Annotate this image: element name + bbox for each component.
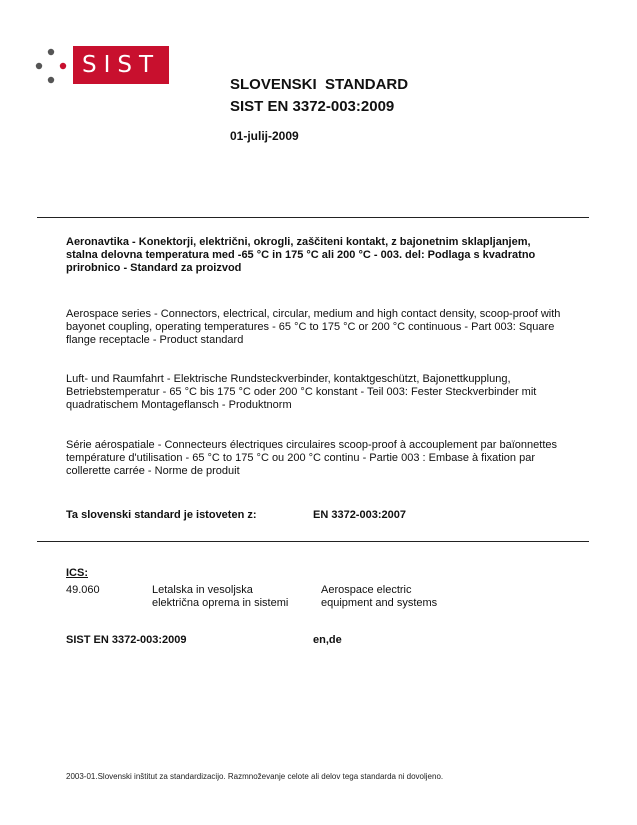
copyright-footer: 2003-01.Slovenski inštitut za standardizacijo. Razmnoževanje celote ali delov tega standarda ni dovoljeno. (66, 772, 444, 781)
divider-bottom (37, 541, 589, 542)
ics-english-line1: Aerospace electric (321, 584, 412, 596)
ics-slovenian-line2: električna oprema in sistemi (152, 597, 289, 609)
publication-date: 01-julij-2009 (230, 129, 299, 143)
ics-code: 49.060 (66, 584, 100, 596)
logo-dots-icon (35, 46, 71, 86)
ics-slovenian-line1: Letalska in vesoljska (152, 584, 253, 596)
summary-languages: en,de (313, 634, 342, 646)
divider-top (37, 217, 589, 218)
title-slovenian: Aeronavtika - Konektorji, električni, okrogli, zaščiteni kontakt, z bajonetnim sklapljanjem, stalna delovna temperatura med -65 °C in 175 °C ali 200 °C - 003. del: Podlaga s kvadratno prirobnico - Standard za proizvod (66, 236, 536, 274)
standard-type-title: SLOVENSKI STANDARD (230, 76, 409, 93)
ics-english-line2: equipment and systems (321, 597, 438, 609)
ics-label: ICS: (66, 567, 88, 579)
title-english: Aerospace series - Connectors, electrical, circular, medium and high contact density, scoop-proof with bayonet coupling, operating temperatures - 65 °C to 175 °C or 200 °C continuous - Part 003: Square flange receptacle - Product standard (66, 308, 561, 346)
identical-label: Ta slovenski standard je istoveten z: (66, 509, 257, 521)
identical-value: EN 3372-003:2007 (313, 509, 406, 521)
standard-code: SIST EN 3372-003:2009 (230, 98, 395, 115)
title-german: Luft- und Raumfahrt - Elektrische Rundsteckverbinder, kontaktgeschützt, Bajonettkupplung, Betriebstemperatur - 65 °C bis 175 °C oder 200 °C konstant - Teil 003: Fester Steckverbinder mit quadratischem Montageflansch - Produktnorm (66, 373, 537, 411)
title-french: Série aérospatiale - Connecteurs électriques circulaires scoop-proof à accouplement par baïonnettes température d'utilisation - 65 °C to 175 °C ou 200 °C continu - Partie 003 : Embase à fixation par collerette carrée - Norme de produit (66, 439, 557, 477)
summary-code: SIST EN 3372-003:2009 (66, 634, 187, 646)
sist-logo: SIST (73, 46, 169, 84)
